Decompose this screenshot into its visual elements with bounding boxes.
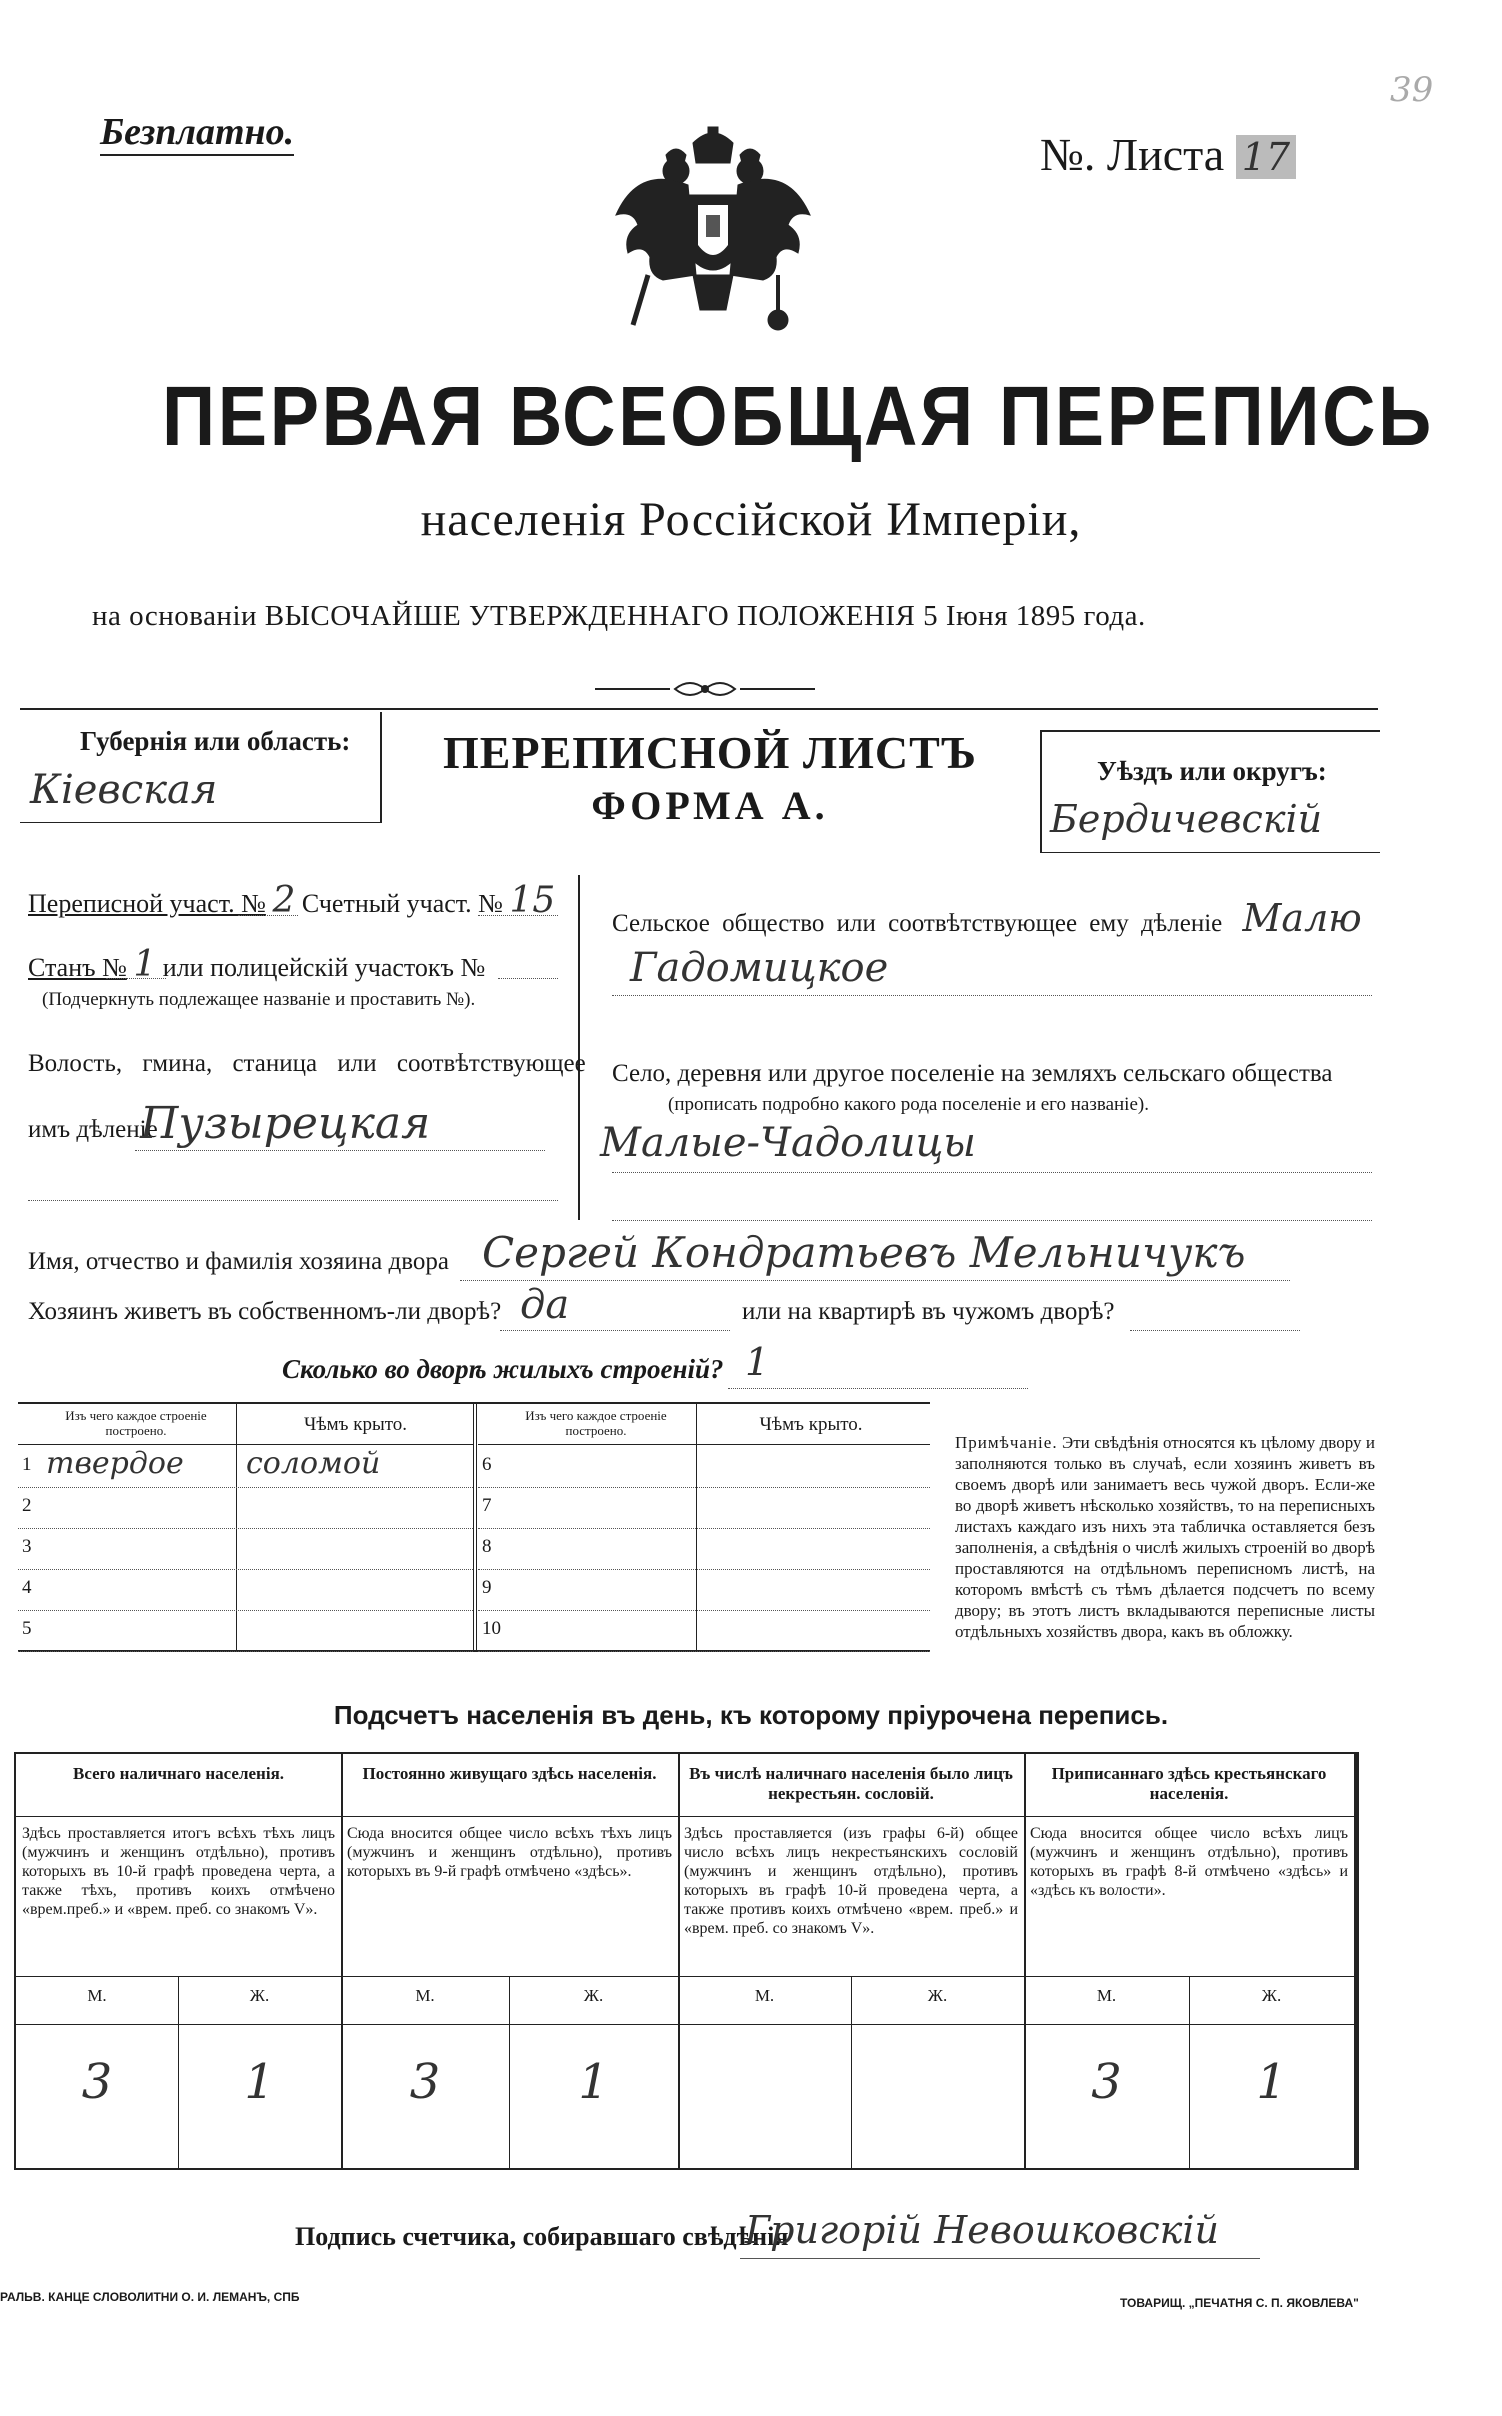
building-roof[interactable]: соломой (246, 1446, 381, 1481)
count-column-desc: Здѣсь проставляется (изъ графы 6-й) общее число всѣхъ лицъ некрестьянскихъ сословій (мужчинъ и женщинъ отдѣльно), противъ которыхъ въ графѣ 10-й проведена черта, а также противъ коихъ отмѣчено «врем. преб.» и «врем. преб. со знакомъ V». (684, 1825, 1018, 1937)
count-zh-value[interactable]: 1 (244, 2054, 275, 2110)
volost-label-2: имъ дѣленіе (28, 1116, 158, 1143)
society-value-1[interactable]: Малю (1242, 896, 1362, 940)
count-column-title: Постоянно живущаго здѣсь населенія. (362, 1764, 657, 1783)
count-m-value[interactable]: 3 (1091, 2054, 1122, 2110)
footer-left: РАЛЬВ. КАНЦЕ СЛОВОЛИТНИ О. И. ЛЕМАНЪ, СПБ (0, 2290, 300, 2304)
owner-name-value[interactable]: Сергей Кондратьевъ Мельничукъ (482, 1228, 1246, 1277)
form-header-rule (20, 708, 1378, 710)
building-row (18, 1528, 473, 1570)
building-row-number: 1 (22, 1454, 32, 1475)
building-row (478, 1446, 930, 1488)
count-m-value[interactable]: 3 (81, 2054, 113, 2110)
stan-tail: или полицейскій участокъ № (162, 953, 486, 982)
count-zh-header: Ж. (249, 1986, 270, 2005)
building-row-number: 4 (22, 1577, 32, 1598)
sheet-number-label: №. Листа (1040, 129, 1225, 180)
building-row-number: 2 (22, 1495, 32, 1516)
count-column-desc: Сюда вносится общее число всѣхъ тѣхъ лицъ (мужчинъ и женщинъ отдѣльно), противъ которыхъ въ 9-й графѣ отмѣчено «здѣсь». (347, 1825, 672, 1880)
count-column-title: Въ числѣ наличнаго населенія было лицъ некрестьян. сословій. (689, 1764, 1013, 1803)
stan-note: (Подчеркнуть подлежащее названіе и проставить №). (42, 989, 476, 1010)
column-divider (578, 875, 580, 1220)
count-column-title: Приписаннаго здѣсь крестьянскаго населенія. (1051, 1764, 1327, 1803)
stan-value[interactable]: 1 (133, 944, 157, 985)
sheet-number (1040, 128, 1296, 181)
buildings-table-right (478, 1404, 930, 1650)
building-row-number: 5 (22, 1618, 32, 1639)
note-text: Эти свѣдѣнія относятся къ цѣлому двору и заполняются только въ случаѣ, если хозяинъ живетъ въ своемъ дворѣ или занимаетъ весь чужой дворъ. Если-же во дворѣ живетъ нѣсколько хозяйствъ, то на переписныхъ листахъ каждаго изъ нихъ эта табличка оставляется безъ заполненія, а свѣдѣнія о числѣ жилыхъ строеній во дворѣ проставляются на отдѣльномъ переписномъ листѣ, на которомъ вмѣстѣ съ тѣмъ дѣлается подсчетъ по всему двору; въ этотъ листъ вкладываются переписные листы отдѣльныхъ хозяйствъ двора, какъ въ обложку. (955, 1433, 1375, 1641)
note-title: Примѣчаніе. (955, 1433, 1058, 1452)
building-row-number: 10 (482, 1618, 501, 1639)
uezd-label: Уѣздъ или округъ: (1097, 756, 1327, 786)
buildings-table-left (18, 1404, 477, 1650)
col-roof-header: Чѣмъ крыто. (303, 1414, 408, 1435)
owner-lives-label: Хозяинъ живетъ въ собственномъ-ли дворѣ? (28, 1298, 502, 1325)
village-value[interactable]: Малые-Чадолицы (600, 1120, 976, 1166)
count-zh-header: Ж. (1261, 1986, 1282, 2005)
building-row-number: 3 (22, 1536, 32, 1557)
volost-value[interactable]: Пузырецкая (140, 1098, 431, 1149)
society-value-2[interactable]: Гадомицкое (630, 945, 889, 991)
building-row (18, 1446, 473, 1488)
building-row-number: 9 (482, 1577, 492, 1598)
form-title: ПЕРЕПИСНОЙ ЛИСТЪ (442, 727, 978, 778)
owner-lives-tail: или на квартирѣ въ чужомъ дворѣ? (742, 1298, 1115, 1325)
buildings-value[interactable]: 1 (745, 1340, 770, 1384)
buildings-label: Сколько во дворѣ жилыхъ строеній? (282, 1354, 724, 1384)
count-column (16, 1754, 343, 2168)
owner-name-label: Имя, отчество и фамилія хозяина двора (28, 1248, 449, 1275)
building-row-number: 7 (482, 1495, 492, 1516)
society-label (612, 896, 1362, 940)
society-label-text: Сельское общество или соотвѣтствующее ему дѣленіе (612, 910, 1223, 937)
count-heading: Подсчетъ населенія въ день, къ которому пріурочена перепись. (333, 1700, 1169, 1730)
count-zh-value[interactable]: 1 (1256, 2054, 1287, 2110)
building-row (478, 1610, 930, 1652)
count-column (1024, 1754, 1354, 2168)
count-zh-header: Ж. (927, 1986, 948, 2005)
count-column-title: Всего наличнаго населенія. (72, 1764, 285, 1783)
count-column-desc: Здѣсь проставляется итогъ всѣхъ тѣхъ лицъ (мужчинъ и женщинъ отдѣльно), противъ которыхъ въ 10-й графѣ проведена черта, а также тѣхъ, противъ коихъ отмѣчено «врем.преб.» и «врем. преб. со знакомъ V». (22, 1825, 335, 1918)
coat-of-arms-icon (608, 125, 818, 350)
col-roof-header-2: Чѣмъ крыто. (759, 1414, 863, 1435)
building-row (18, 1487, 473, 1529)
building-row (18, 1610, 473, 1652)
stan-line (28, 944, 485, 985)
count-m-header: М. (415, 1986, 435, 2005)
count-table (14, 1752, 1359, 2170)
volost-label-1: Волость, гмина, станица или соотвѣтствующее (28, 1050, 586, 1077)
main-title: ПЕРВАЯ ВСЕОБЩАЯ ПЕРЕПИСЬ (162, 369, 1434, 463)
col-material-header: Изъ чего каждое строеніе построено. (65, 1408, 207, 1438)
count-m-header: М. (87, 1986, 107, 2005)
uchast-label-2: Счетный участ. № (301, 889, 503, 918)
basis-line: на основаніи ВЫСОЧАЙШЕ УТВЕРЖДЕННАГО ПОЛОЖЕНІЯ 5 Іюня 1895 года. (92, 600, 1146, 632)
village-label: Село, деревня или другое поселеніе на земляхъ сельскаго общества (612, 1060, 1333, 1087)
count-column-desc: Сюда вносится общее число всѣхъ лицъ (мужчинъ и женщинъ отдѣльно), противъ которыхъ въ графѣ 8-й отмѣчено «здѣсь» и «здѣсь къ волости». (1030, 1825, 1348, 1899)
uchast-value-2[interactable]: 15 (509, 880, 556, 921)
form-sub: ФОРМА А. (591, 783, 829, 828)
gubernia-label: Губернія или область: (80, 726, 351, 756)
col-material-header-2: Изъ чего каждое строеніе построено. (525, 1408, 667, 1438)
uezd-box (1040, 730, 1380, 853)
subtitle: населенія Россійской Имперіи, (420, 493, 1082, 546)
gubernia-box (20, 712, 382, 823)
uezd-value[interactable]: Бердичевскій (1050, 797, 1323, 841)
ornament-divider (595, 674, 815, 704)
count-m-value[interactable]: 3 (409, 2054, 441, 2110)
signature-value[interactable]: Григорій Невошковскій (745, 2208, 1219, 2252)
count-m-header: М. (1096, 1986, 1117, 2005)
count-zh-value[interactable]: 1 (578, 2054, 609, 2110)
free-stamp: Безплатно. (100, 110, 294, 156)
buildings-table (18, 1402, 930, 1652)
building-row (18, 1569, 473, 1611)
building-row (478, 1487, 930, 1529)
building-row-number: 6 (482, 1454, 492, 1475)
uchast-label-1: Переписной участ. № (28, 889, 266, 918)
sheet-number-value: 17 (1236, 135, 1296, 179)
building-row (478, 1569, 930, 1611)
uchast-value-1[interactable]: 2 (272, 880, 296, 921)
count-column (678, 1754, 1026, 2168)
count-zh-header: Ж. (583, 1986, 604, 2005)
building-material[interactable]: твердое (46, 1446, 184, 1481)
footer-right: ТОВАРИЩ. „ПЕЧАТНЯ С. П. ЯКОВЛЕВА" (1120, 2296, 1359, 2310)
gubernia-value[interactable]: Кіевская (30, 767, 218, 813)
signature-label: Подпись счетчика, собиравшаго свѣдѣнія (295, 2222, 789, 2251)
owner-lives-value[interactable]: да (520, 1282, 570, 1328)
stan-label: Станъ № (28, 953, 127, 982)
corner-number: 39 (1390, 70, 1434, 110)
note (955, 1432, 1375, 1642)
count-column (341, 1754, 680, 2168)
village-note: (прописать подробно какого рода поселеніе и его названіе). (668, 1094, 1149, 1115)
building-row (478, 1528, 930, 1570)
count-m-header: М. (754, 1986, 775, 2005)
building-row-number: 8 (482, 1536, 492, 1557)
